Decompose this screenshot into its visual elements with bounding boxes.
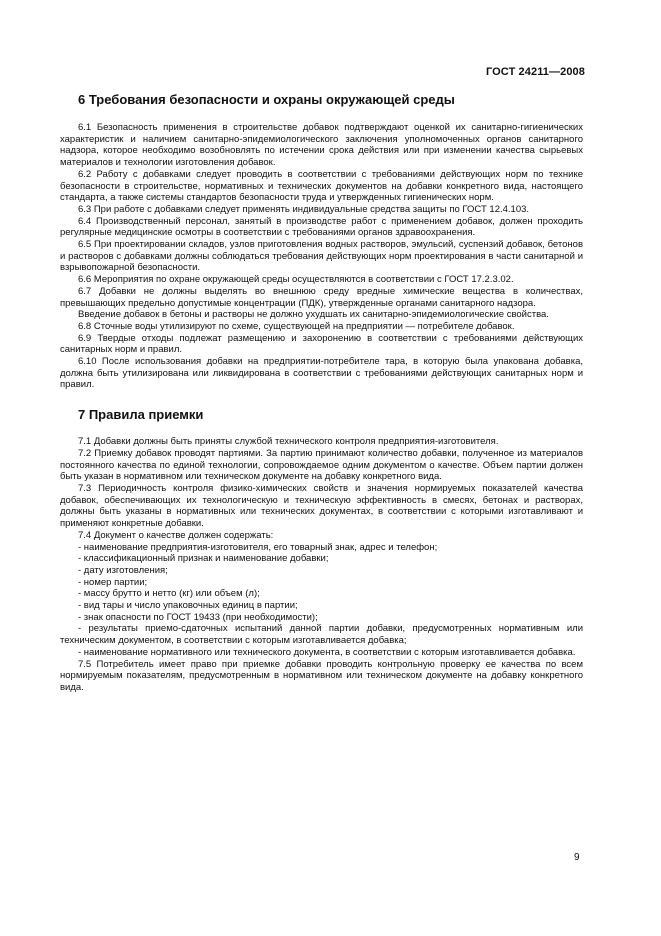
paragraph-7-2: 7.2 Приемку добавок проводят партиями. За партию принимают количество добавки, полученное из материалов постоянного качества по единой технологии, сопровождаемое одним документом о качестве. Объем партии должен быть указан в нормативном или техническом документе на добавку конкретного вида. [60, 447, 583, 483]
section-6-body [60, 122, 583, 391]
paragraph-6-7: 6.7 Добавки не должны выделять во внешнюю среду вредные химические вещества в количествах, превышающих предельно допустимые концентрации (ПДК), утвержденные органами санитарного надзора. [60, 285, 583, 309]
paragraph-6-9: 6.9 Твердые отходы подлежат размещению и захоронению в соответствии с требованиями действующих санитарных норм и правил. [60, 332, 583, 356]
list-item: - номер партии; [78, 576, 148, 588]
list-item: - дату изготовления; [78, 564, 168, 576]
page-number: 9 [574, 852, 580, 863]
list-item: - наименование предприятия-изготовителя, его товарный знак, адрес и телефон; [78, 541, 438, 553]
paragraph-6-4: 6.4 Производственный персонал, занятый в производстве работ с применением добавок, должен проходить регулярные медицинские осмотры в соответствии с требованиями органов здравоохранения. [60, 215, 583, 239]
document-id-header: ГОСТ 24211—2008 [485, 66, 585, 78]
paragraph-6-5: 6.5 При проектировании складов, узлов приготовления водных растворов, эмульсий, суспензий добавок, бетонов и растворов с добавками должны соблюдаться требования действующих норм проектирования в части санитарной и взрывопожарной безопасности. [60, 239, 583, 274]
paragraph-6-1: 6.1 Безопасность применения в строительстве добавок подтверждают оценкой их санитарно-гигиенических характеристик и наличием санитарно-эпидемиологического заключения уполномоченных органов санитарного надзора, которое необходимо возобновлять по истечении срока действия или при изменении качества сырьевых материалов и технологии изготовления добавок. [60, 122, 583, 169]
list-item: - массу брутто и нетто (кг) или объем (л); [78, 588, 260, 600]
list-item: - знак опасности по ГОСТ 19433 (при необходимости); [78, 611, 318, 623]
list-item: - классификационный признак и наименование добавки; [78, 553, 329, 565]
section-6-title: 6 Требования безопасности и охраны окружающей среды [78, 92, 455, 107]
paragraph-6-10: 6.10 После использования добавки на предприятии-потребителе тара, в которую была упакована добавка, должна быть утилизирована или ликвидирована в соответствии с требованиями действующих санитарных норм и правил. [60, 356, 583, 391]
page-content [60, 92, 583, 694]
paragraph-6-3: 6.3 При работе с добавками следует применять индивидуальные средства защиты по ГОСТ 12.4.103. [78, 203, 530, 215]
list-item: - наименование нормативного или технического документа, в соответствии с которым изготавливается добавка. [78, 646, 576, 658]
paragraph-7-1: 7.1 Добавки должны быть приняты службой технического контроля предприятия-изготовителя. [78, 436, 499, 448]
paragraph-6-8: 6.8 Сточные воды утилизируют по схеме, существующей на предприятии — потребителе добавок. [78, 320, 515, 332]
paragraph-6-7-cont: Введение добавок в бетоны и растворы не должно ухудшать их санитарно-эпидемиологические свойства. [78, 309, 549, 321]
section-7-title: 7 Правила приемки [78, 407, 204, 423]
paragraph-7-4: 7.4 Документ о качестве должен содержать: [78, 529, 274, 541]
paragraph-6-6: 6.6 Мероприятия по охране окружающей среды осуществляются в соответствии с ГОСТ 17.2.3.02. [78, 274, 514, 286]
paragraph-6-2: 6.2 Работу с добавками следует проводить в соответствии с требованиями действующих норм по технике безопасности в строительстве, нормативных и технических документов на добавки конкретного вида, настоящего стандарта, а также системы стандартов безопасности труда и утвержденных гигиенических норм. [60, 168, 583, 204]
list-item: - результаты приемо-сдаточных испытаний данной партии добавки, предусмотренных нормативным или техническим документом, в соответствии с которым изготавливается добавка; [60, 623, 583, 647]
paragraph-7-5: 7.5 Потребитель имеет право при приемке добавки проводить контрольную проверку ее качества по всем нормируемым показателям, предусмотренным в нормативном или техническом документе на добавку конкретного вида. [60, 658, 583, 693]
list-item: - вид тары и число упаковочных единиц в партии; [78, 600, 298, 612]
section-7-body [60, 436, 583, 693]
paragraph-7-3: 7.3 Периодичность контроля физико-химических свойств и значения нормируемых показателей качества добавок, обеспечивающих их технологическую и техническую эффективность в смесях, бетонах и растворах, должны быть указаны в нормативных или технических документах, в соответствии с которыми изготавливают и применяют конкретные добавки. [60, 482, 583, 530]
